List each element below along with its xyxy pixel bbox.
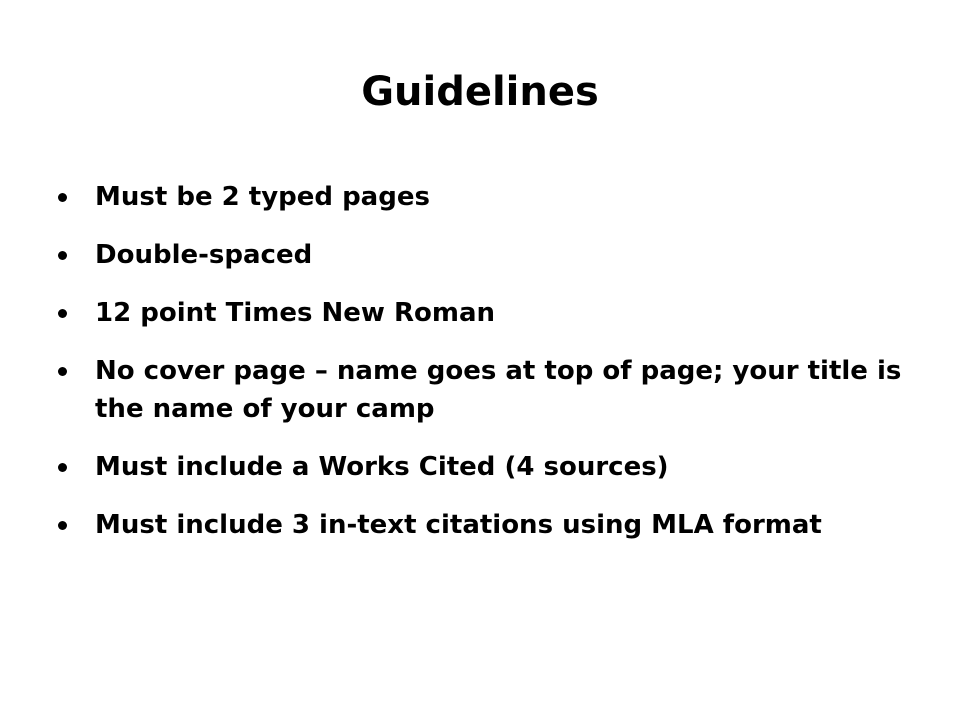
bullet-text: No cover page – name goes at top of page; your title is the name of your camp (95, 356, 902, 424)
bullet-text: Double-spaced (95, 240, 313, 270)
bullet-item (58, 236, 918, 274)
bullet-item (58, 506, 918, 544)
bullet-icon (58, 521, 67, 530)
bullet-text: 12 point Times New Roman (95, 298, 496, 328)
bullet-icon (58, 193, 67, 202)
bullet-item (58, 448, 918, 486)
slide-title: Guidelines (361, 69, 599, 115)
bullet-text: Must include 3 in-text citations using MLA format (95, 510, 822, 540)
bullet-text: Must include a Works Cited (4 sources) (95, 452, 669, 482)
bullet-icon (58, 251, 67, 260)
bullet-item (58, 352, 918, 428)
bullet-text: Must be 2 typed pages (95, 182, 430, 212)
bullet-item (58, 178, 918, 216)
bullet-icon (58, 463, 67, 472)
bullet-item (58, 294, 918, 332)
bullet-icon (58, 367, 67, 376)
bullet-list (58, 178, 918, 564)
bullet-icon (58, 309, 67, 318)
